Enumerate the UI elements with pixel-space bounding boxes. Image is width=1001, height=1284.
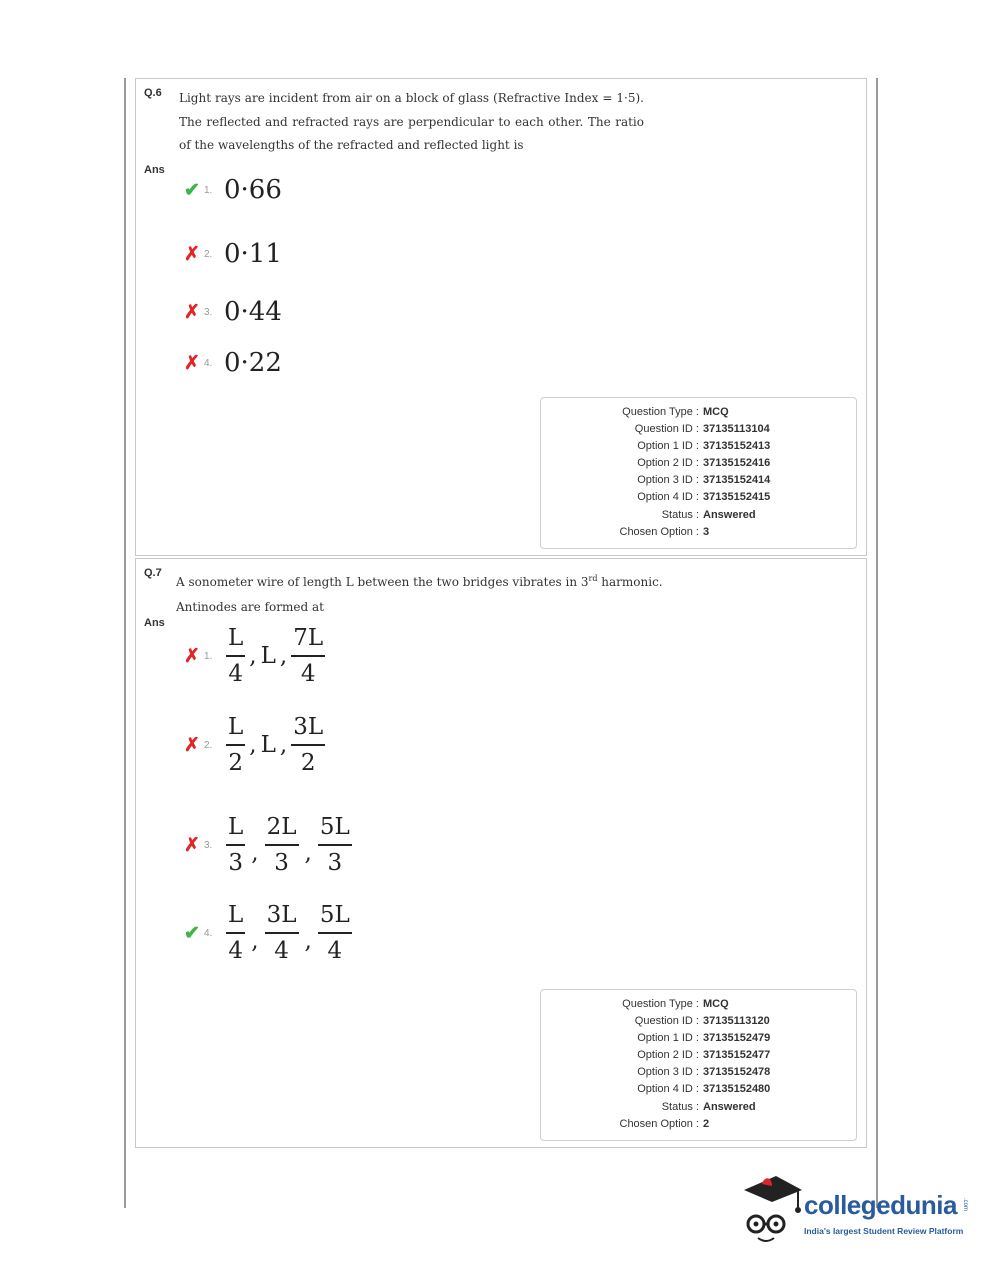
option-expression: $\frac{L}{4}$ , $\frac{3L}{4}$ , $\frac{5L}{4}$ [228, 902, 350, 964]
brand-name: collegedunia [804, 1190, 957, 1220]
info-row: Option 1 ID : 37135152413 [637, 440, 771, 453]
fraction: $\frac{2L}{3}$ [266, 814, 297, 876]
option-value: 0·66 [224, 175, 282, 205]
info-row: Option 3 ID : 37135152414 [637, 474, 771, 487]
cross-icon: ✗ [184, 301, 200, 323]
info-row: Chosen Option : 3 [619, 525, 710, 538]
cross-icon: ✗ [184, 645, 200, 667]
option-1 [184, 175, 282, 205]
fraction: $\frac{L}{4}$ [228, 625, 244, 687]
question-text: A sonometer wire of length L between the two bridges vibrates in 3rd harmonic. Antinodes are formed at [176, 574, 663, 614]
fraction: $\frac{L}{4}$ [228, 902, 244, 964]
answer-label: Ans [144, 617, 165, 629]
brand-logo [742, 1174, 972, 1254]
check-icon: ✔ [184, 179, 200, 201]
fraction: $\frac{3L}{2}$ [293, 714, 324, 776]
info-row: Option 2 ID : 37135152477 [637, 1049, 771, 1062]
cross-icon: ✗ [184, 243, 200, 265]
question-text: Light rays are incident from air on a block of glass (Refractive Index = 1·5). The reflected and refracted rays are perpendicular to each other. The ratio of the wavelengths of the refracted and reflected light is [179, 91, 644, 152]
option-expression: $\frac{L}{4}$ , L , $\frac{7L}{4}$ [228, 625, 324, 687]
option-number: 4. [204, 357, 213, 369]
page-border-right [876, 78, 878, 1208]
question-block-q6 [135, 78, 867, 556]
fraction: $\frac{L}{2}$ [228, 714, 244, 776]
option-number: 3. [204, 839, 213, 851]
question-number: Q.7 [144, 567, 162, 579]
option-number: 2. [204, 739, 213, 751]
option-value: 0·22 [224, 348, 282, 378]
info-row: Question ID : 37135113104 [634, 423, 770, 436]
option-number: 1. [204, 184, 213, 196]
cross-icon: ✗ [184, 834, 200, 856]
info-row: Status : Answered [661, 1100, 756, 1113]
info-row: Question Type : MCQ [622, 406, 729, 418]
info-row: Question Type : MCQ [622, 998, 729, 1010]
info-row: Option 4 ID : 37135152415 [637, 491, 771, 504]
brand-tagline: India's largest Student Review Platform [804, 1226, 964, 1236]
answer-label: Ans [144, 164, 165, 176]
option-4 [184, 902, 352, 964]
question-info-panel [540, 397, 857, 549]
option-1 [184, 625, 325, 687]
question-number: Q.6 [144, 87, 162, 99]
option-number: 2. [204, 248, 213, 260]
info-row: Status : Answered [661, 508, 756, 521]
option-expression: $\frac{L}{2}$ , L , $\frac{3L}{2}$ [228, 714, 324, 776]
info-row: Option 3 ID : 37135152478 [637, 1066, 771, 1079]
option-2 [184, 239, 282, 269]
mascot-icon [742, 1174, 802, 1249]
fraction: $\frac{5L}{4}$ [319, 902, 350, 964]
cross-icon: ✗ [184, 734, 200, 756]
option-number: 3. [204, 306, 213, 318]
option-value: 0·11 [224, 239, 282, 269]
option-number: 4. [204, 927, 213, 939]
fraction: $\frac{5L}{3}$ [319, 814, 350, 876]
option-expression: $\frac{L}{3}$ , $\frac{2L}{3}$ , $\frac{5L}{3}$ [228, 814, 350, 876]
option-4 [184, 348, 282, 378]
check-icon: ✔ [184, 922, 200, 944]
page-border-left [124, 78, 126, 1208]
info-row: Option 4 ID : 37135152480 [637, 1083, 771, 1096]
option-number: 1. [204, 650, 213, 662]
cross-icon: ✗ [184, 352, 200, 374]
fraction: $\frac{7L}{4}$ [293, 625, 324, 687]
question-info-panel [540, 989, 857, 1141]
brand-tld: .com [962, 1198, 968, 1212]
fraction: $\frac{3L}{4}$ [266, 902, 297, 964]
fraction: $\frac{L}{3}$ [228, 814, 244, 876]
question-block-q7 [135, 558, 867, 1148]
info-row: Option 1 ID : 37135152479 [637, 1032, 771, 1045]
option-3 [184, 297, 282, 327]
info-row: Chosen Option : 2 [619, 1117, 710, 1130]
option-value: 0·44 [224, 297, 282, 327]
option-2 [184, 714, 325, 776]
info-row: Question ID : 37135113120 [634, 1015, 770, 1028]
option-3 [184, 814, 352, 876]
info-row: Option 2 ID : 37135152416 [637, 457, 771, 470]
